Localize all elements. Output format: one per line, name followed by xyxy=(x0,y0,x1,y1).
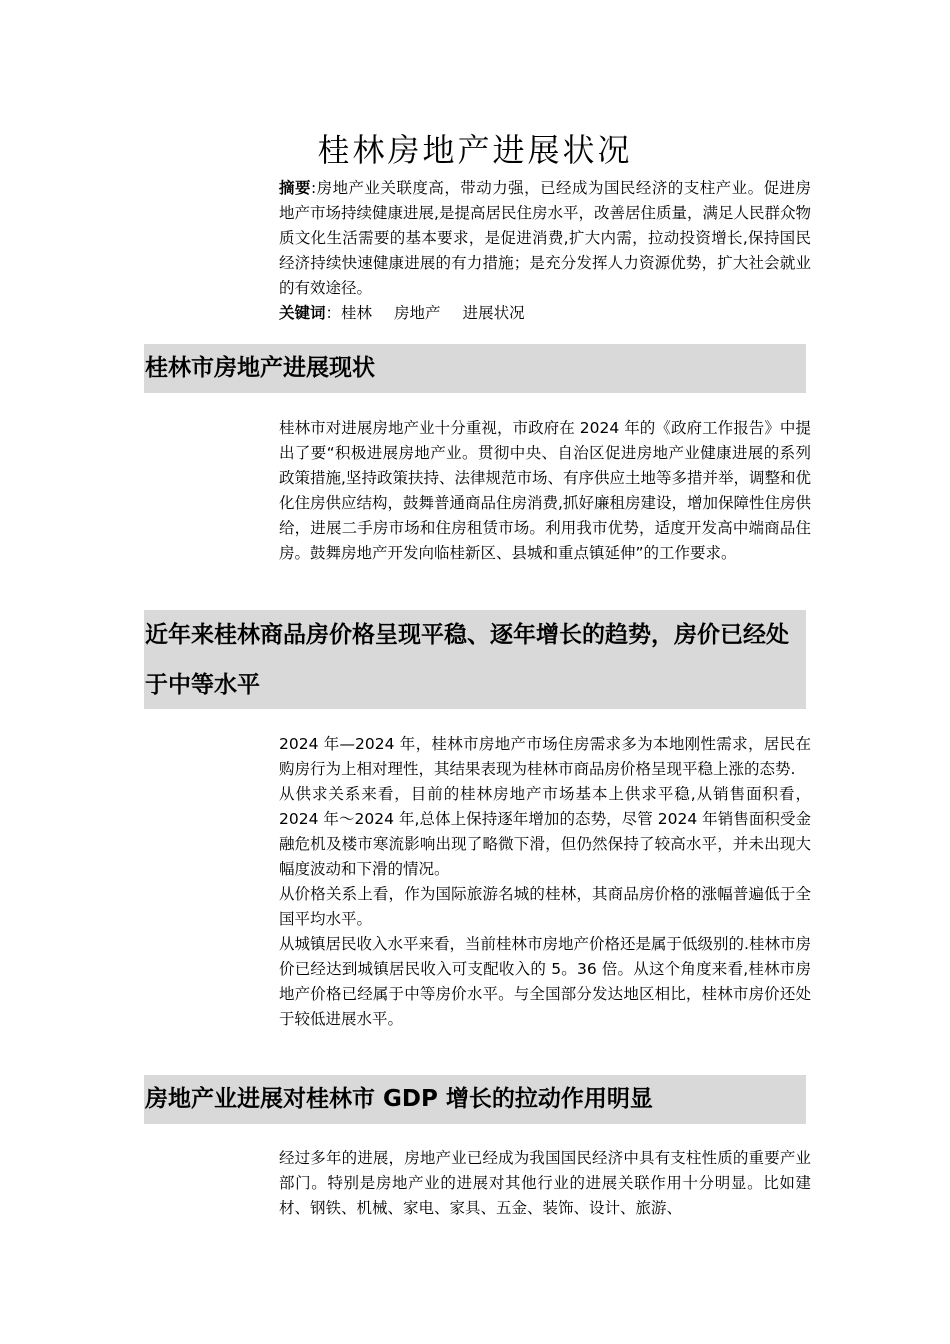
keywords-label: 关键词 xyxy=(279,304,326,322)
keywords-separator: ： xyxy=(325,304,342,322)
abstract-block xyxy=(279,176,811,326)
section-heading: 桂林市房地产进展现状 xyxy=(144,344,806,393)
body-paragraph: 2024 年—2024 年，桂林市房地产市场住房需求多为本地刚性需求，居民在购房行为上相对理性，其结果表现为桂林市商品房价格呈现平稳上涨的态势. xyxy=(279,735,811,778)
abstract-label: 摘要 xyxy=(279,179,311,197)
keyword-item: 进展状况 xyxy=(462,304,525,322)
section-body xyxy=(279,416,811,566)
keywords-line xyxy=(279,301,811,326)
abstract-paragraph xyxy=(279,176,811,301)
section-heading: 近年来桂林商品房价格呈现平稳、逐年增长的趋势，房价已经处于中等水平 xyxy=(144,610,806,709)
section-heading: 房地产业进展对桂林市 GDP 增长的拉动作用明显 xyxy=(144,1075,806,1124)
document-title: 桂林房地产进展状况 xyxy=(317,131,633,169)
section-body xyxy=(279,1146,811,1221)
body-paragraph: 经过多年的进展，房地产业已经成为我国国民经济中具有支柱性质的重要产业部门。特别是房地产业的进展对其他行业的进展关联作用十分明显。比如建材、钢铁、机械、家电、家具、五金、装饰、设计、旅游、 xyxy=(279,1149,811,1217)
body-paragraph: 从价格关系上看，作为国际旅游名城的桂林，其商品房价格的涨幅普遍低于全国平均水平。 xyxy=(279,885,811,928)
section-body xyxy=(279,732,811,1032)
keyword-item: 桂林 xyxy=(341,304,373,322)
body-paragraph: 桂林市对进展房地产业十分重视，市政府在 2024 年的《政府工作报告》中提出了要“积极进展房地产业。贯彻中央、自治区促进房地产业健康进展的系列政策措施,坚持政策扶持、法律规范市场、有序供应土地等多措并举，调整和优化住房供应结构，鼓舞普通商品住房消费,抓好廉租房建设，增加保障性住房供给，进展二手房市场和住房租赁市场。利用我市优势，适度开发高中端商品住房。鼓舞房地产开发向临桂新区、县城和重点镇延伸”的工作要求。 xyxy=(279,419,811,562)
abstract-text: :房地产业关联度高，带动力强，已经成为国民经济的支柱产业。促进房地产市场持续健康进展,是提高居民住房水平，改善居住质量，满足人民群众物质文化生活需要的基本要求，是促进消费,扩大内需，拉动投资增长,保持国民经济持续快速健康进展的有力措施；是充分发挥人力资源优势，扩大社会就业的有效途径。 xyxy=(279,179,811,297)
keyword-item: 房地产 xyxy=(394,304,441,322)
body-paragraph: 从城镇居民收入水平来看，当前桂林市房地产价格还是属于低级别的.桂林市房价已经达到城镇居民收入可支配收入的 5。36 倍。从这个角度来看,桂林市房地产价格已经属于中等房价水平。与全国部分发达地区相比，桂林市房价还处于较低进展水平。 xyxy=(279,935,811,1028)
body-paragraph: 从供求关系来看，目前的桂林房地产市场基本上供求平稳,从销售面积看，2024 年～2024 年,总体上保持逐年增加的态势，尽管 2024 年销售面积受金融危机及楼市寒流影响出现了略微下滑，但仍然保持了较高水平，并未出现大幅度波动和下滑的情况。 xyxy=(279,785,811,878)
